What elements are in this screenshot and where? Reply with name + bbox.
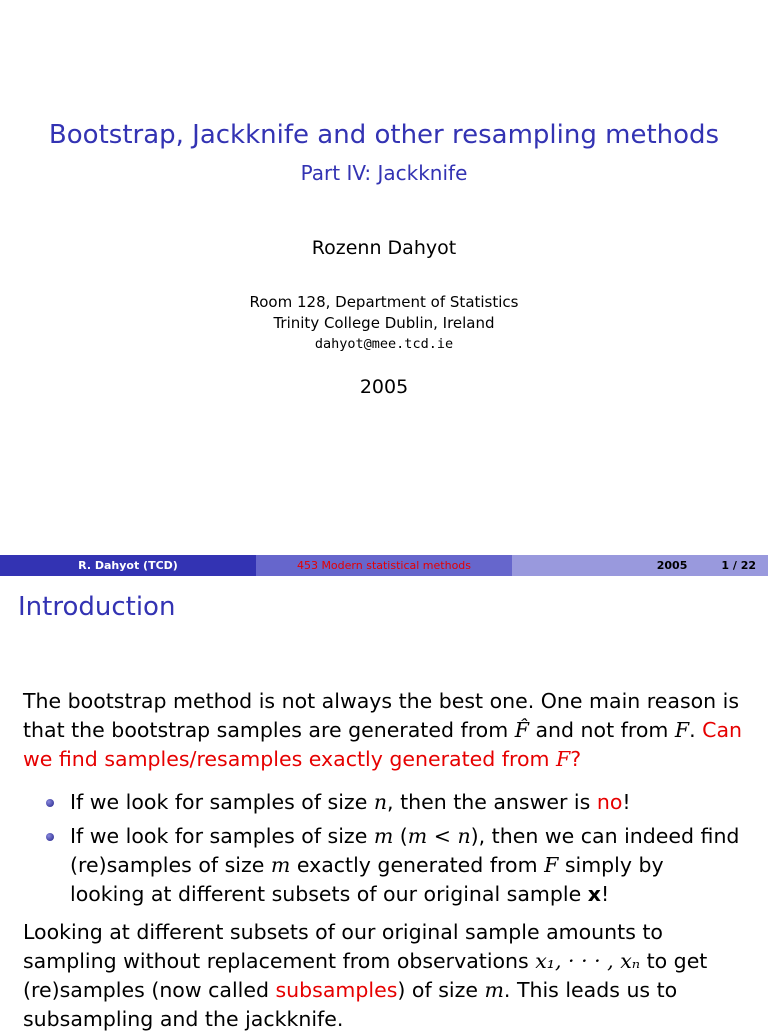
text-run: . <box>689 718 703 742</box>
bullet-icon <box>46 799 54 807</box>
math-m: m <box>270 853 291 877</box>
text-run: If we look for samples of size <box>70 790 374 814</box>
institute-line-2: Trinity College Dublin, Ireland <box>273 314 495 332</box>
math-vector-x: x <box>587 882 601 906</box>
text-run: to get (re)samples (now called <box>23 949 708 1002</box>
math-f: F <box>556 747 571 771</box>
math-m: m <box>484 978 504 1002</box>
presentation-title: Bootstrap, Jackknife and other resampling methods <box>48 120 720 150</box>
highlighted-question: Can we find samples/resamples exactly generated from <box>23 718 743 771</box>
math-observations: x₁, · · · , xₙ <box>535 949 641 973</box>
math-m: m <box>373 824 394 848</box>
institute-line-1: Room 128, Department of Statistics <box>249 293 519 311</box>
highlighted-term: subsamples <box>275 978 398 1002</box>
text-run: ! <box>622 790 631 814</box>
bullet-list <box>44 788 744 914</box>
math-n: n <box>373 790 388 814</box>
text-run: Looking at different subsets of our original sample amounts to sampling without replacement from observations <box>23 920 663 973</box>
math-condition: m < n <box>407 824 471 848</box>
text-run: . This leads us to subsampling and the jackknife. <box>23 978 678 1031</box>
text-run: ), then we can indeed find (re)samples of size <box>70 824 740 877</box>
text-run: ( <box>393 824 408 848</box>
presentation-subtitle: Part IV: Jackknife <box>300 161 468 185</box>
footer-year: 2005 <box>656 559 688 572</box>
text-run: If we look for samples of size <box>70 824 374 848</box>
author-email: dahyot@mee.tcd.ie <box>314 336 454 352</box>
text-run: and not from <box>528 718 675 742</box>
math-f: F <box>674 718 690 742</box>
list-item <box>44 822 744 909</box>
intro-paragraph <box>23 687 758 774</box>
math-fhat: F̂ <box>514 718 529 742</box>
text-run: simply by looking at different subsets of our original sample <box>70 853 664 906</box>
highlighted-answer: no <box>596 790 623 814</box>
text-run: ) of size <box>397 978 485 1002</box>
footer-course: 453 Modern statistical methods <box>256 555 512 576</box>
footer-page-number: 1 / 22 <box>721 559 756 572</box>
text-run: ? <box>570 747 582 771</box>
math-f: F <box>544 853 559 877</box>
slide-title: Introduction <box>18 592 176 622</box>
presentation-date: 2005 <box>359 376 409 398</box>
text-run: exactly generated from <box>290 853 545 877</box>
text-run: , then the answer is <box>387 790 597 814</box>
bullet-icon <box>46 833 54 841</box>
footer-author: R. Dahyot (TCD) <box>0 555 256 576</box>
subsampling-paragraph <box>23 918 758 1034</box>
text-run: The bootstrap method is not always the best one. One main reason is that the bootstrap samples are generated from <box>23 689 740 742</box>
text-run: ! <box>600 882 610 906</box>
slide-footer <box>0 555 768 576</box>
author-name: Rozenn Dahyot <box>311 237 457 259</box>
footer-right <box>512 555 768 576</box>
list-item <box>44 788 744 817</box>
institute-block <box>0 292 768 355</box>
introduction-slide <box>0 576 768 1031</box>
